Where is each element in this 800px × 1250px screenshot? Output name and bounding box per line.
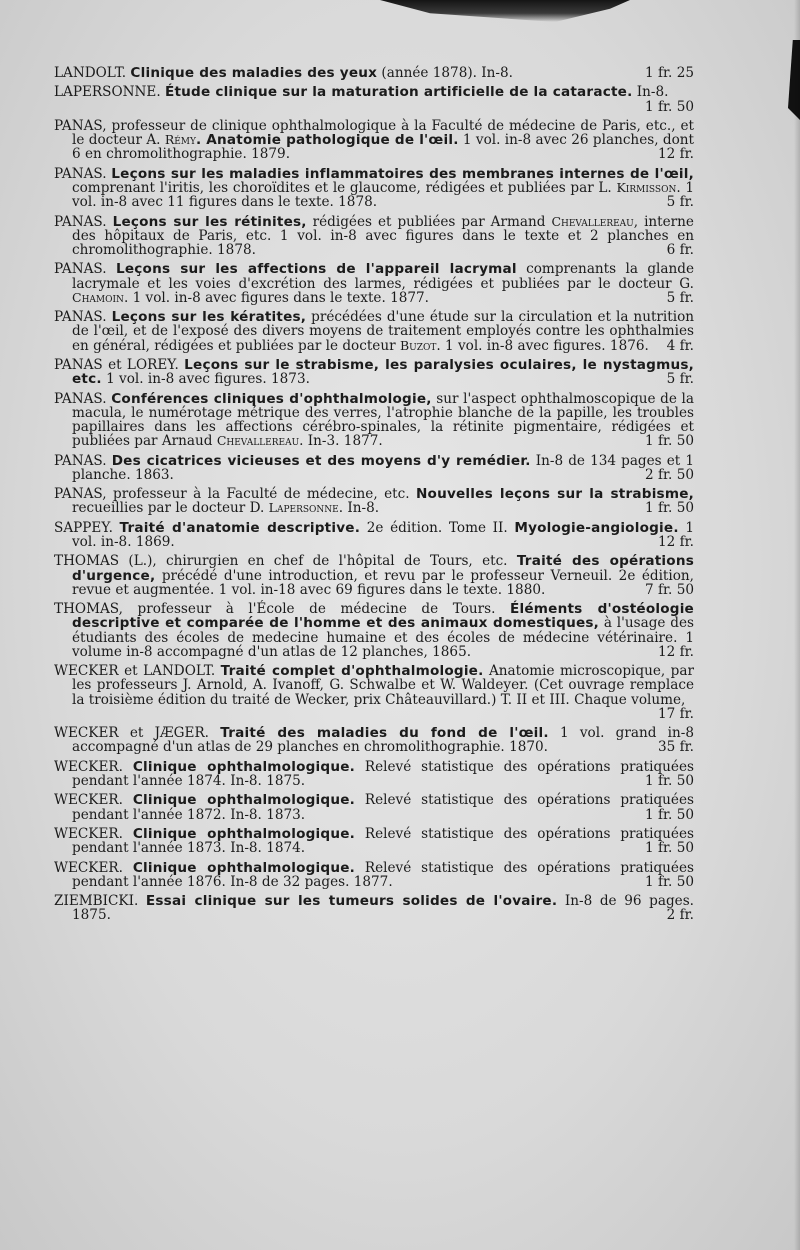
catalog-entry <box>54 454 694 482</box>
entry-price: 1 fr. 50 <box>645 840 694 857</box>
entry-title: Leçons sur les rétinites, <box>112 213 307 230</box>
entry-author: PANAS. <box>54 261 107 278</box>
catalog-entry <box>54 262 694 305</box>
entry-author: WECKER et JÆGER. <box>54 725 209 742</box>
entry-title: Traité d'anatomie descriptive. <box>119 519 361 536</box>
entry-author: LAPERSONNE. <box>54 84 161 101</box>
entry-price: 5 fr. <box>666 194 694 211</box>
entry-title: Leçons sur les maladies inflammatoires des membranes internes de l'œil, <box>111 165 694 182</box>
entry-price: 1 fr. 50 <box>645 98 694 115</box>
catalog-entry <box>54 602 694 659</box>
entry-author: WECKER. <box>54 825 123 842</box>
catalog-entry <box>54 793 694 821</box>
entry-title: Nouvelles leçons sur la strabisme, <box>415 486 694 503</box>
entry-name: Kirmisson <box>616 179 677 195</box>
entry-details: sur l'aspect ophthalmoscopique de la macula, le numérotage métrique des verres, l'atrophie blanche de la papille, les troubles papillaires dans les affections cérébro-spinales, la rétinite pigmentaire, rédigées et publiées par Arnaud <box>72 390 694 450</box>
entry-author: PANAS. <box>54 165 107 182</box>
catalog-entry <box>54 487 694 515</box>
entry-description: professeur à l'École de médecine de Tours. <box>137 601 511 618</box>
entry-details: à l'usage des étudiants des écoles de medecine humaine et des écoles de médecine vétérinaire. 1 volume in-8 accompagné d'un atlas de 12 planches, 1865. <box>72 615 694 660</box>
entry-price: 1 fr. 50 <box>645 873 694 890</box>
entry-price: 1 fr. 50 <box>645 500 694 517</box>
entry-name: Chevallereau <box>551 213 634 229</box>
entry-details-2: . 1 vol. in-8 avec figures. 1876. <box>436 337 649 354</box>
entry-price: 12 fr. <box>658 533 694 550</box>
entry-details: comprenants la glande lacrymale et les voies d'excrétion des larmes, rédigées et publiées par le docteur G. <box>72 261 695 292</box>
entry-description: chirurgien en chef de l'hôpital de Tours, etc. <box>166 553 517 570</box>
catalog-entry <box>54 760 694 788</box>
entry-title: Étude clinique sur la maturation artificielle de la cataracte. <box>164 84 633 101</box>
entry-details-2: , interne des hôpitaux de Paris, etc. 1 vol. in-8 avec figures dans le texte et 2 planches en chromolithographie. 1878. <box>72 213 694 258</box>
entry-details-2: . In-3. 1877. <box>299 433 383 450</box>
entry-details-2: . 1 vol. in-8 avec figures dans le texte. 1877. <box>123 289 430 306</box>
entry-price: 2 fr. 50 <box>645 466 694 483</box>
entry-title: Leçons sur les kératites, <box>111 309 307 326</box>
entry-author: LANDOLT. <box>54 65 127 81</box>
catalog-entry <box>54 167 694 210</box>
entry-title: Des cicatrices vicieuses et des moyens d'y remédier. <box>111 452 531 469</box>
entry-price: 1 fr. 50 <box>645 772 694 789</box>
entry-author: SAPPEY. <box>54 519 113 536</box>
entry-title: Conférences cliniques d'ophthalmologie, <box>111 390 432 407</box>
catalog-entry <box>54 726 694 754</box>
entry-title: Clinique ophthalmologique. <box>132 825 355 842</box>
entry-details-2: 1 vol. in-8. 1869. <box>72 519 694 550</box>
catalog-entry <box>54 310 694 353</box>
entry-author: PANAS. <box>54 309 107 326</box>
entry-author: THOMAS (L.), <box>54 553 157 570</box>
entry-price: 7 fr. 50 <box>645 581 694 598</box>
entry-details: 1 vol. in-8 avec figures. 1873. <box>101 371 310 388</box>
entry-price: 4 fr. <box>666 337 694 354</box>
entry-price: 1 fr. 50 <box>645 433 694 450</box>
entry-title: Traité des maladies du fond de l'œil. <box>220 725 549 742</box>
entry-name: Lapersonne <box>268 500 339 516</box>
entry-author: THOMAS, <box>54 601 123 618</box>
entry-details: Anatomie microscopique, par les professeurs J. Arnold, A. Ivanoff, G. Schwalbe et W. Waldeyer. (Cet ouvrage remplace la troisième édition du traité de Wecker, prix Châteauvillard.) T. II et III. Chaque volume, <box>72 663 694 708</box>
entry-details: 1 vol. in-8 avec 26 planches, dont 6 en chromolithographie. 1879. <box>72 132 694 163</box>
entry-price: 35 fr. <box>658 739 694 756</box>
entry-author: WECKER. <box>54 758 123 775</box>
catalog-entry <box>54 827 694 855</box>
catalog-entry <box>54 664 694 721</box>
entry-title: Éléments d'ostéologie descriptive et comparée de l'homme et des animaux domestiques, <box>72 601 694 632</box>
entry-name: Chevallereau <box>216 433 300 449</box>
entry-details: Relevé statistique des opérations pratiquées pendant l'année 1876. In-8 de 32 pages. 1877. <box>72 859 694 890</box>
entry-price: 2 fr. <box>666 907 694 924</box>
entry-price: 1 fr. 50 <box>645 806 694 823</box>
entry-details: 2e édition. Tome II. <box>360 519 515 536</box>
catalog-entry <box>54 66 694 80</box>
entry-author: WECKER et LANDOLT. <box>54 663 216 680</box>
entry-price: 1 fr. 25 <box>645 65 694 81</box>
entry-author: WECKER. <box>54 859 123 876</box>
catalog-entry <box>54 894 694 922</box>
entry-details: rédigées et publiées par Armand <box>306 213 552 230</box>
catalog-entry <box>54 521 694 549</box>
catalog-entry <box>54 554 694 597</box>
entry-details: précédé d'une introduction, et revu par le professeur Verneuil. 2e édition, revue et augmentée. 1 vol. in-18 avec 69 figures dans le texte. 1880. <box>72 567 694 598</box>
catalog-entry <box>54 119 694 162</box>
entry-title: Clinique ophthalmologique. <box>132 859 355 876</box>
entry-description: professeur de clinique ophthalmologique à la Faculté de médecine de Paris, etc., et le docteur A. <box>72 117 695 149</box>
entry-price: 17 fr. <box>658 705 694 722</box>
entry-details: In-8. <box>632 84 669 101</box>
page-edge-gradient <box>794 0 800 1250</box>
entry-author: PANAS et LOREY. <box>54 356 179 373</box>
entry-author: ZIEMBICKI. <box>54 893 139 910</box>
page-edge-shadow-top <box>380 0 630 22</box>
entry-author: PANAS. <box>54 452 107 469</box>
entry-price: 12 fr. <box>658 643 694 660</box>
entry-price: 12 fr. <box>658 146 694 163</box>
entry-details: Relevé statistique des opérations pratiquées pendant l'année 1874. In-8. 1875. <box>72 758 694 789</box>
entry-title: Leçons sur les affections de l'appareil lacrymal <box>115 261 517 278</box>
entry-description: professeur à la Faculté de médecine, etc. <box>113 486 416 503</box>
entry-details-2: . 1 vol. in-8 avec 11 figures dans le texte. 1878. <box>72 179 694 211</box>
entry-price: 5 fr. <box>666 371 694 388</box>
entry-title: Clinique des maladies des yeux <box>130 65 378 81</box>
entry-subtitle: Myologie-angiologie. <box>514 519 679 536</box>
entry-title: Clinique ophthalmologique. <box>132 758 355 775</box>
entry-details: recueillies par le docteur D. <box>72 500 269 517</box>
entry-price: 5 fr. <box>666 289 694 306</box>
entry-author: PANAS, <box>54 117 107 134</box>
catalog-list <box>54 66 694 928</box>
entry-details: comprenant l'iritis, les choroïdites et le glaucome, rédigées et publiées par L. <box>72 179 617 196</box>
entry-details-2: . In-8. <box>338 500 380 517</box>
entry-title: Traité des opérations d'urgence, <box>72 553 694 584</box>
entry-details: In-8 de 96 pages. 1875. <box>72 893 695 924</box>
catalog-entry <box>54 392 694 449</box>
catalog-entry <box>54 85 694 113</box>
catalog-entry <box>54 861 694 889</box>
catalog-entry <box>54 215 694 258</box>
entry-details: précédées d'une étude sur la circulation et la nutrition de l'œil, et de l'exposé des divers moyens de traitement employés contre les ophthalmies en général, rédigées et publiées par le docteur <box>72 309 695 354</box>
entry-author: PANAS, <box>54 486 107 503</box>
entry-author: PANAS. <box>54 213 107 230</box>
entry-title: Traité complet d'ophthalmologie. <box>220 663 484 680</box>
entry-details: Relevé statistique des opérations pratiquées pendant l'année 1873. In-8. 1874. <box>72 825 694 857</box>
entry-details: Relevé statistique des opérations pratiquées pendant l'année 1872. In-8. 1873. <box>72 792 694 823</box>
entry-name: Rémy <box>164 132 196 148</box>
entry-name: Chamoin <box>72 289 124 305</box>
entry-name: Buzot <box>399 337 437 353</box>
entry-title: Leçons sur le strabisme, les paralysies oculaires, le nystagmus, etc. <box>72 356 694 388</box>
entry-title: Essai clinique sur les tumeurs solides de l'ovaire. <box>145 893 558 910</box>
entry-title: . Anatomie pathologique de l'œil. <box>195 132 459 149</box>
entry-author: PANAS. <box>54 390 107 407</box>
entry-price: 6 fr. <box>666 241 694 258</box>
entry-title: Clinique ophthalmologique. <box>132 792 355 809</box>
catalog-entry <box>54 358 694 386</box>
entry-details: In-8 de 134 pages et 1 planche. 1863. <box>72 452 694 483</box>
entry-author: WECKER. <box>54 792 123 809</box>
entry-details: 1 vol. grand in-8 accompagné d'un atlas de 29 planches en chromolithographie. 1870. <box>72 725 694 756</box>
entry-details: (année 1878). In-8. <box>377 65 513 81</box>
